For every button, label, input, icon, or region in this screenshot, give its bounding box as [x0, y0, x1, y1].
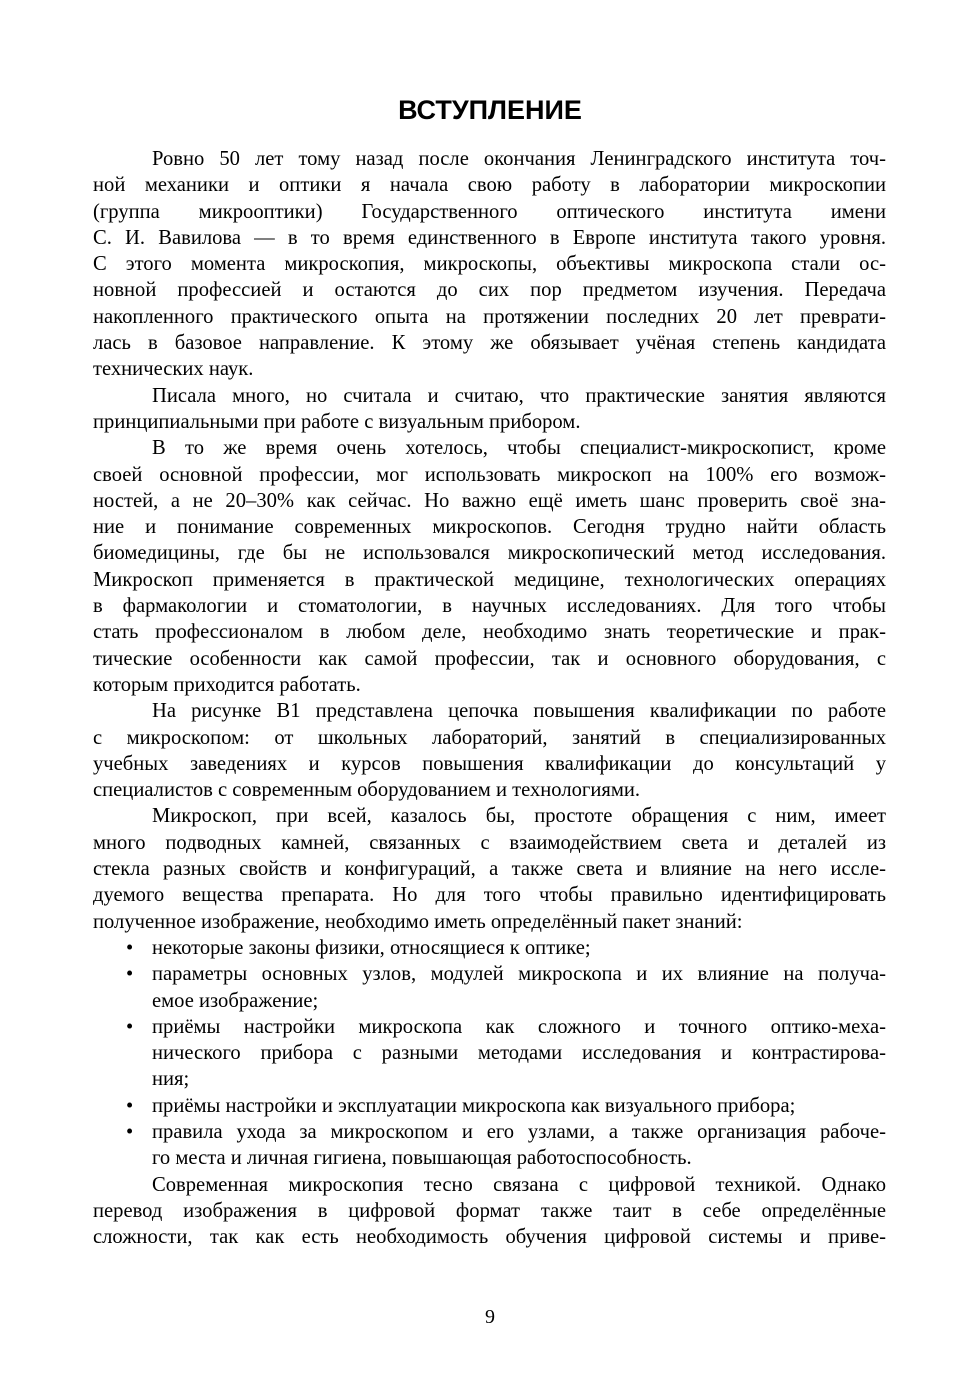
text-line	[93, 1093, 886, 1119]
text-line: Писала много, но считала и считаю, что практические занятия являются	[152, 384, 886, 407]
text-line	[93, 1014, 886, 1040]
list-item	[93, 935, 886, 961]
text-line	[93, 1119, 886, 1145]
text-line: тические особенности как самой профессии, так и основного оборудования, с	[93, 647, 886, 670]
text-line: перевод изображения в цифровой формат также таит в себе определённые	[93, 1199, 886, 1222]
bullet-marker: •	[126, 936, 134, 959]
bullet-marker: •	[126, 1015, 134, 1038]
text-line: С этого момента микроскопия, микроскопы, объективы микроскопа стали ос-	[93, 253, 886, 276]
paragraph	[93, 803, 886, 934]
paragraph	[93, 1172, 886, 1251]
text-line: своей основной профессии, мог использовать микроскоп на 100% его возмож-	[93, 463, 886, 486]
text-line: Современная микроскопия тесно связана с цифровой техникой. Однако	[152, 1173, 886, 1196]
text-line: ния;	[152, 1068, 190, 1091]
text-line: ностей, а не 20–30% как сейчас. Но важно ещё иметь шанс проверить своё зна-	[93, 489, 886, 512]
text-line: емое изображение;	[152, 989, 319, 1012]
text-line: На рисунке В1 представлена цепочка повышения квалификации по работе	[152, 700, 886, 723]
text-line: принципиальными при работе с визуальным прибором.	[93, 410, 581, 433]
chapter-heading: ВСТУПЛЕНИЕ	[398, 95, 582, 125]
list-item-text: приёмы настройки и эксплуатации микроскопа как визуального прибора;	[152, 1094, 796, 1117]
text-line: учебных заведениях и курсов повышения квалификации до консультаций у	[93, 752, 886, 775]
text-line: лась в базовое направление. К этому же обязывает учёная степень кандидата	[93, 332, 886, 355]
text-line: ной механики и оптики я начала свою работу в лаборатории микроскопии	[93, 174, 886, 197]
text-line: биомедицины, где бы не использовался микроскопический метод исследования.	[93, 542, 886, 565]
paragraph	[93, 383, 886, 436]
text-line: Микроскоп, при всей, казалось бы, простоте обращения с ним, имеет	[152, 805, 886, 828]
paragraph	[93, 698, 886, 803]
list-item	[93, 1014, 886, 1093]
text-line: дуемого вещества препарата. Но для того чтобы правильно идентифицировать	[93, 884, 886, 907]
list-item	[93, 1093, 886, 1119]
text-line: В то же время очень хотелось, чтобы специалист-микроскопист, кроме	[152, 437, 886, 460]
paragraph	[93, 435, 886, 698]
text-line	[93, 935, 886, 961]
text-line: новной профессией и остаются до сих пор предметом изучения. Передача	[93, 279, 886, 302]
text-line: ние и понимание современных микроскопов. Сегодня трудно найти область	[93, 516, 886, 539]
bullet-marker: •	[126, 1094, 134, 1117]
text-line: накопленного практического опыта на протяжении последних 20 лет преврати-	[93, 305, 886, 328]
text-line: специалистов с современным оборудованием и технологиями.	[93, 779, 641, 802]
list-item-text: правила ухода за микроскопом и его узлами, а также организация рабоче-	[152, 1120, 886, 1143]
text-line: го места и личная гигиена, повышающая работоспособность.	[152, 1147, 692, 1170]
page-number: 9	[485, 1306, 495, 1328]
bullet-marker: •	[126, 963, 134, 986]
list-item	[93, 1119, 886, 1172]
text-line: технических наук.	[93, 358, 254, 381]
bullet-list	[93, 935, 886, 1172]
text-line: стать профессионалом в любом деле, необходимо знать теоретические и прак-	[93, 621, 886, 644]
text-line: с микроскопом: от школьных лабораторий, занятий в специализированных	[93, 726, 886, 749]
text-line: (группа микрооптики) Государственного оптического института имени	[93, 200, 886, 223]
bullet-marker: •	[126, 1120, 134, 1143]
text-line: много подводных камней, связанных с взаимодействием света и деталей из	[93, 831, 886, 854]
text-line: Микроскоп применяется в практической медицине, технологических операциях	[93, 568, 886, 591]
list-item	[93, 961, 886, 1014]
body-text	[93, 146, 886, 1250]
text-line: стекла разных свойств и конфигураций, а также света и влияние на него иссле-	[93, 858, 886, 881]
text-line: которым приходится работать.	[93, 673, 361, 696]
list-item-text: некоторые законы физики, относящиеся к оптике;	[152, 936, 591, 959]
text-line: в фармакологии и стоматологии, в научных исследованиях. Для того чтобы	[93, 595, 886, 618]
list-item-text: приёмы настройки микроскопа как сложного и точного оптико-меха-	[152, 1015, 886, 1038]
text-line: сложности, так как есть необходимость обучения цифровой системы и приве-	[93, 1226, 886, 1249]
text-line: нического прибора с разными методами исследования и контрастирова-	[152, 1042, 886, 1065]
list-item-text: параметры основных узлов, модулей микроскопа и их влияние на получа-	[152, 963, 886, 986]
paragraph	[93, 146, 886, 383]
text-line: С. И. Вавилова — в то время единственного в Европе института такого уровня.	[93, 226, 886, 249]
text-line: Ровно 50 лет тому назад после окончания Ленинградского института точ-	[152, 148, 886, 170]
text-line	[93, 961, 886, 987]
text-line: полученное изображение, необходимо иметь определённый пакет знаний:	[93, 910, 743, 933]
